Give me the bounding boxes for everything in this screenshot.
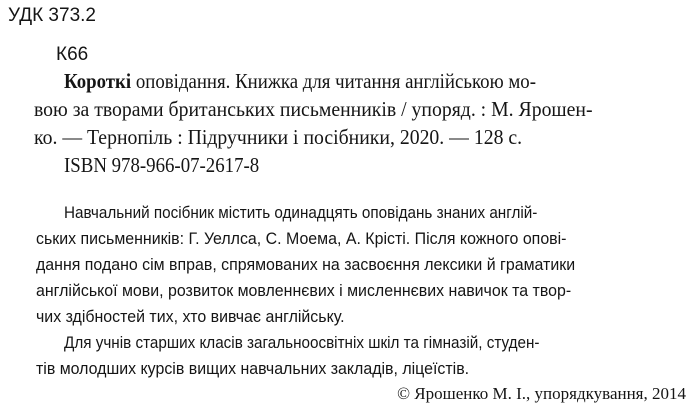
audience-line: Для учнів старших класів загальноосвітніх шкіл та гімназій, студен- [64,333,540,352]
biblio-line-1-text: оповідання. Книжка для читання англійською мо- [131,69,536,93]
annotation-line: дання подано сім вправ, спрямованих на засвоєння лексики й граматики [36,255,576,274]
isbn: ISBN 978-966-07-2617-8 [64,153,260,177]
biblio-line-2: вою за творами британських письменників / упоряд. : М. Ярошен- [34,97,593,121]
audience-line: тів молодших курсів вищих навчальних закладів, ліцеїстів. [36,359,470,378]
biblio-line-1 [64,67,692,95]
book-title-bold: Короткі [64,69,132,93]
annotation [0,200,700,382]
author-mark: К66 [56,44,89,65]
copyright-notice: © Ярошенко М. І., упорядкування, 2014 [397,384,686,403]
bibliographic-description [0,67,700,179]
annotation-line: ських письменників: Г. Уеллса, С. Моема, А. Крісті. Після кожного опові- [36,229,567,248]
annotation-line: англійської мови, розвиток мовленнєвих і мисленнєвих навичок та твор- [36,281,572,300]
udk-code: УДК 373.2 [8,5,96,26]
biblio-line-3: ко. — Тернопіль : Підручники і посібники, 2020. — 128 с. [34,125,523,149]
annotation-line: Навчальний посібник містить одинадцять оповідань знаних англій- [64,203,538,222]
annotation-line: чих здібностей тих, хто вивчає англійську. [36,307,345,326]
